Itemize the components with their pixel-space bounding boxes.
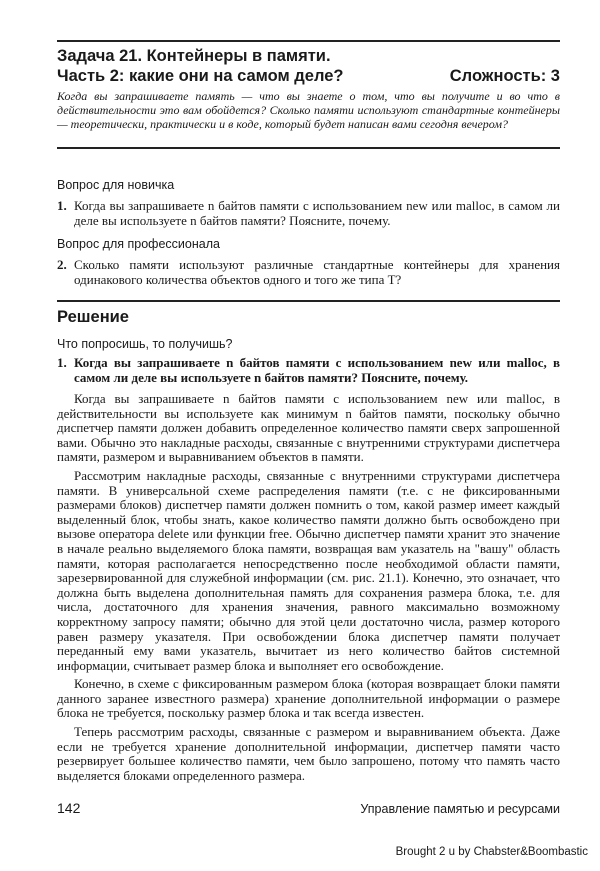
paragraph: Рассмотрим накладные расходы, связанные с внутренними структурами диспетчера памяти. В универсальной схеме распределения памяти (т.е. с не фиксированными размерами блоков) диспетчер памяти должен помнить о том, какой размер имеет каждый выделенный блок, чтобы знать, какое количество памяти должно быть освобождено при вызове оператора delete или функции free. Обычно диспетчер памяти хранит это значение в начале реально выделяемого блока памяти, возвращая вам указатель на "вашу" область памяти, которая располагается непосредственно после необходимой области памяти, зарезервированной для служебной информации (см. рис. 21.1). Конечно, это означает, что должна быть выделена дополнительная память для сохранения размера блока, т.е. для числа, достаточного для хранения значения, равного максимально возможному корректному запросу памяти; обычно для этой цели достаточно числа, размер которого равен размеру указателя. При освобождении блока диспетчер памяти получает переданный ему вами указатель, вычитает из него количество байтов системной информации, считывает размер блока и выполняет его освобождение.	[57, 467, 560, 673]
solution-subtitle: Что попросишь, то получишь?	[57, 337, 233, 351]
question-2	[57, 258, 560, 287]
novice-label: Вопрос для новичка	[57, 178, 175, 192]
title-line-2: Часть 2: какие они на самом деле?	[57, 67, 344, 85]
solution-body	[57, 392, 560, 783]
intro-text: Когда вы запрашиваете память — что вы знаете о том, что вы получите и во что в действительности это вам обойдется? Сколько памяти используют стандартные контейнеры — теоретически, практически и в коде, который будет написан вами сегодня вечером?	[57, 89, 560, 131]
pro-label: Вопрос для профессионала	[57, 237, 220, 251]
title-line-1: Задача 21. Контейнеры в памяти.	[57, 47, 331, 65]
solution-question	[57, 356, 560, 385]
paragraph: Конечно, в схеме с фиксированным размером блока (которая возвращает блоки памяти данного заранее известного размера) хранение дополнительной информации о размере блока не требуется, поскольку размер блока и так всегда известен.	[57, 676, 560, 721]
paragraph: Теперь рассмотрим расходы, связанные с размером и выравниванием объекта. Даже если не требуется хранение дополнительной информации, диспетчер памяти часто резервирует большее количество памяти, чем было запрошено, потому что память часто выделяется блоками определенного размера.	[57, 724, 560, 783]
task-title	[57, 46, 560, 86]
question-text: Сколько памяти используют различные стандартные контейнеры для хранения одинакового количества объектов одного и того же типа T?	[74, 257, 560, 287]
question-1	[57, 199, 560, 228]
question-number: 1.	[57, 355, 67, 370]
chapter-title: Управление памятью и ресурсами	[360, 802, 560, 816]
question-number: 2.	[57, 257, 67, 272]
solution-title: Решение	[57, 308, 129, 326]
top-rule	[57, 40, 560, 42]
section-rule	[57, 300, 560, 302]
page-number: 142	[57, 800, 81, 816]
difficulty-label: Сложность: 3	[449, 67, 560, 85]
intro-rule	[57, 147, 560, 149]
question-text: Когда вы запрашиваете n байтов памяти с использованием new или malloc, в самом ли деле вы используете n байтов памяти? Поясните, почему.	[74, 198, 560, 228]
question-number: 1.	[57, 198, 67, 213]
watermark: Brought 2 u by Chabster&Boombastic	[395, 846, 588, 858]
question-text: Когда вы запрашиваете n байтов памяти с использованием new или malloc, в самом ли деле вы используете n байтов памяти? Поясните, почему.	[74, 355, 560, 385]
paragraph: Когда вы запрашиваете n байтов памяти с использованием new или malloc, в действительности вы используете как минимум n байтов памяти, поскольку обычно диспетчер памяти должен добавить определенное количество памяти сверх запрошенной вами. Обычно это накладные расходы, связанные с внутренними структурами диспетчера памяти, размером и выравниванием объектов в памяти.	[57, 391, 560, 465]
